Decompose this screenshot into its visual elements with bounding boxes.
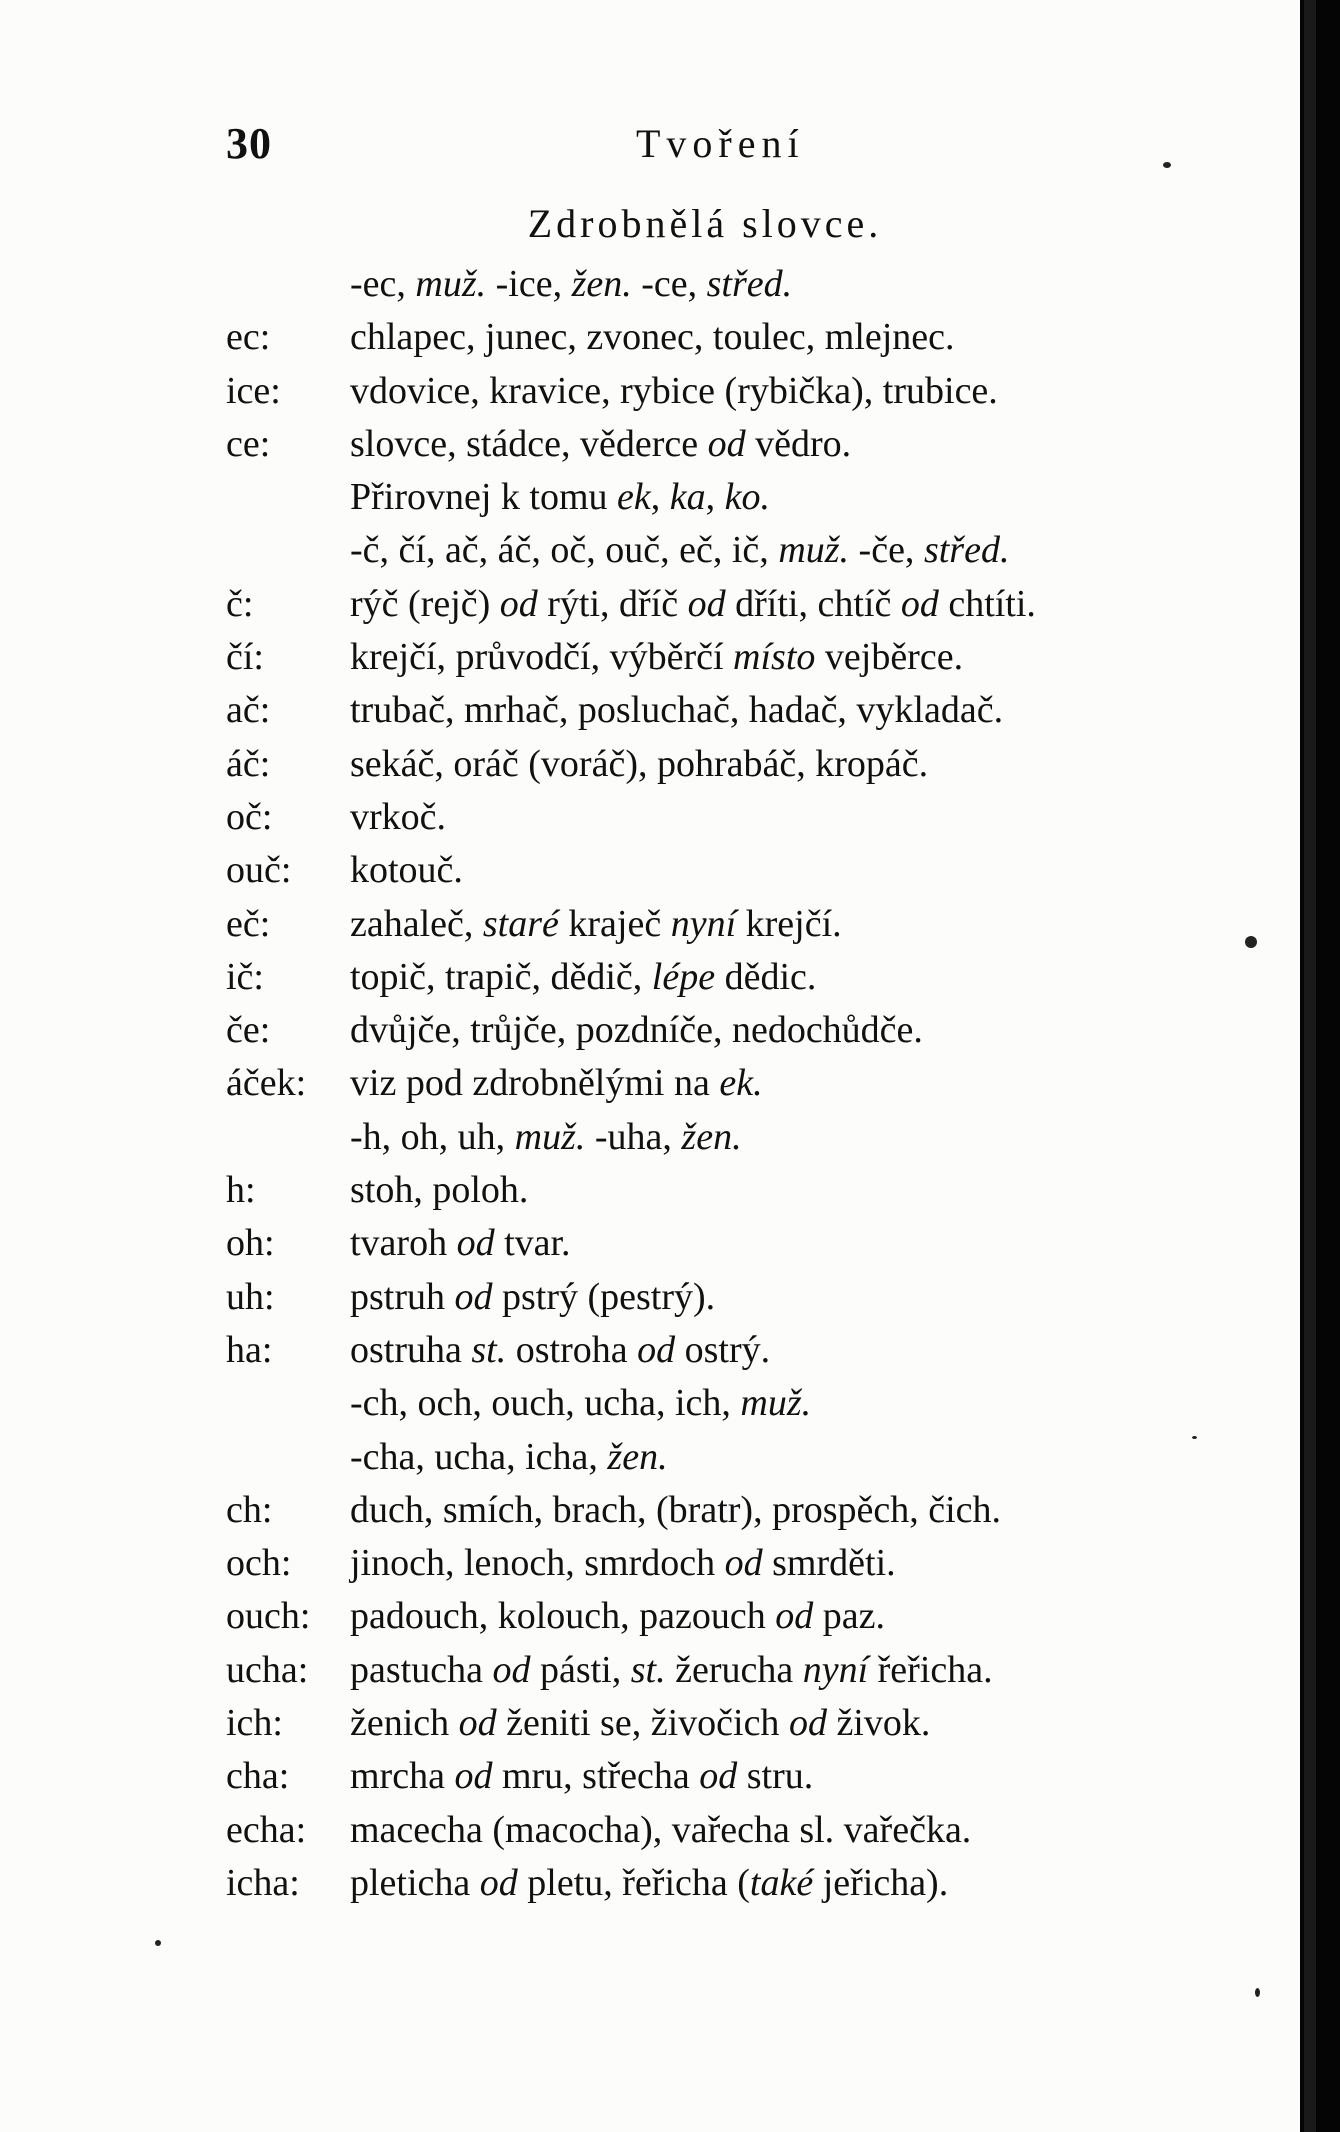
list-line bbox=[226, 684, 1226, 737]
suffix-label: ouč: bbox=[226, 849, 292, 892]
list-line bbox=[226, 1324, 1226, 1377]
line-text: padouch, kolouch, pazouch od paz. bbox=[350, 1595, 885, 1638]
line-text: ženich od ženiti se, živočich od živok. bbox=[350, 1702, 931, 1745]
line-text: macecha (macocha), vařecha sl. vařečka. bbox=[350, 1808, 972, 1851]
list-line bbox=[226, 1004, 1226, 1057]
suffix-label: ec: bbox=[226, 316, 271, 359]
list-line bbox=[226, 578, 1226, 631]
page-number: 30 bbox=[226, 119, 272, 168]
suffix-label: áč: bbox=[226, 742, 271, 785]
suffix-label: cha: bbox=[226, 1755, 290, 1798]
ink-speck bbox=[1192, 1436, 1197, 1439]
ink-speck bbox=[1163, 162, 1171, 168]
list-line bbox=[226, 1537, 1226, 1590]
list-line bbox=[226, 1644, 1226, 1697]
list-line bbox=[226, 951, 1226, 1004]
list-line bbox=[226, 898, 1226, 951]
list-line bbox=[226, 418, 1226, 471]
suffix-label: eč: bbox=[226, 902, 271, 945]
list-line bbox=[226, 365, 1226, 418]
list-line bbox=[226, 524, 1226, 577]
line-text: -h, oh, uh, muž. -uha, žen. bbox=[350, 1115, 742, 1158]
line-text: kotouč. bbox=[350, 849, 463, 892]
suffix-label: ch: bbox=[226, 1488, 273, 1531]
line-text: Přirovnej k tomu ek, ka, ko. bbox=[350, 476, 771, 519]
line-text: -ec, muž. -ice, žen. -ce, střed. bbox=[350, 263, 793, 305]
list-line bbox=[226, 1697, 1226, 1750]
line-text: duch, smích, brach, (bratr), prospěch, čich. bbox=[350, 1488, 1002, 1531]
suffix-label: ich: bbox=[226, 1702, 283, 1745]
line-text: vrkoč. bbox=[350, 795, 447, 838]
suffix-label: och: bbox=[226, 1542, 292, 1585]
list-line bbox=[226, 1377, 1226, 1430]
list-line bbox=[226, 631, 1226, 684]
suffix-label: č: bbox=[226, 582, 254, 625]
line-text: jinoch, lenoch, smrdoch od smrděti. bbox=[350, 1542, 896, 1585]
ink-speck bbox=[1245, 936, 1257, 948]
list-line bbox=[226, 738, 1226, 791]
list-line bbox=[226, 1804, 1226, 1857]
line-text: chlapec, junec, zvonec, toulec, mlejnec. bbox=[350, 316, 955, 359]
page-edge bbox=[1300, 0, 1340, 2132]
list-line bbox=[226, 791, 1226, 844]
line-text: pleticha od pletu, řeřicha (také jeřicha). bbox=[350, 1861, 949, 1904]
list-line bbox=[226, 1057, 1226, 1110]
suffix-label: echa: bbox=[226, 1808, 307, 1851]
suffix-label: oč: bbox=[226, 795, 273, 838]
list-line bbox=[226, 1271, 1226, 1324]
line-text: krejčí, průvodčí, výběrčí místo vejběrce. bbox=[350, 636, 964, 679]
suffix-list bbox=[226, 258, 1226, 1910]
line-text: -cha, ucha, icha, žen. bbox=[350, 1435, 668, 1478]
list-line bbox=[226, 1590, 1226, 1643]
list-line bbox=[226, 1750, 1226, 1803]
list-line bbox=[226, 1217, 1226, 1270]
list-line bbox=[226, 311, 1226, 364]
suffix-label: h: bbox=[226, 1169, 256, 1212]
suffix-label: ouch: bbox=[226, 1595, 311, 1638]
ink-speck bbox=[1255, 1988, 1260, 1997]
page-header bbox=[226, 118, 1126, 178]
suffix-label: icha: bbox=[226, 1861, 300, 1904]
suffix-label: ač: bbox=[226, 689, 271, 732]
line-text: ostruha st. ostroha od ostrý. bbox=[350, 1328, 771, 1371]
suffix-label: áček: bbox=[226, 1062, 307, 1105]
line-text: mrcha od mru, střecha od stru. bbox=[350, 1755, 814, 1798]
list-line bbox=[226, 471, 1226, 524]
line-text: pastucha od pásti, st. žerucha nyní řeřicha. bbox=[350, 1648, 993, 1691]
line-text: sekáč, oráč (voráč), pohrabáč, kropáč. bbox=[350, 742, 929, 785]
suffix-label: če: bbox=[226, 1009, 271, 1052]
suffix-label: ha: bbox=[226, 1328, 273, 1371]
list-line bbox=[226, 1484, 1226, 1537]
list-line bbox=[226, 1111, 1226, 1164]
list-line bbox=[226, 1857, 1226, 1910]
line-text: vdovice, kravice, rybice (rybička), trubice. bbox=[350, 369, 998, 412]
line-text: viz pod zdrobnělými na ek. bbox=[350, 1062, 763, 1105]
line-text: -ch, och, ouch, ucha, ich, muž. bbox=[350, 1382, 812, 1425]
line-text: dvůjče, trůjče, pozdníče, nedochůdče. bbox=[350, 1009, 923, 1052]
line-text: zahaleč, staré kraječ nyní krejčí. bbox=[350, 902, 842, 945]
suffix-label: ucha: bbox=[226, 1648, 309, 1691]
line-text: rýč (rejč) od rýti, dříč od dříti, chtíč od chtíti. bbox=[350, 582, 1036, 625]
suffix-label: oh: bbox=[226, 1222, 275, 1265]
list-line bbox=[226, 1431, 1226, 1484]
list-line bbox=[226, 258, 1226, 311]
ink-speck bbox=[155, 1940, 161, 1946]
line-text: -č, čí, ač, áč, oč, ouč, eč, ič, muž. -če, střed. bbox=[350, 529, 1010, 572]
suffix-label: ice: bbox=[226, 369, 281, 412]
line-text: tvaroh od tvar. bbox=[350, 1222, 571, 1265]
line-text: pstruh od pstrý (pestrý). bbox=[350, 1275, 716, 1318]
list-line bbox=[226, 1164, 1226, 1217]
line-text: trubač, mrhač, posluchač, hadač, vykladač. bbox=[350, 689, 1004, 732]
list-line bbox=[226, 844, 1226, 897]
section-title: Zdrobnělá slovce. bbox=[527, 201, 883, 246]
suffix-label: čí: bbox=[226, 636, 264, 679]
line-text: stoh, poloh. bbox=[350, 1169, 529, 1212]
running-head: Tvoření bbox=[636, 121, 805, 166]
suffix-label: ič: bbox=[226, 955, 264, 998]
suffix-label: uh: bbox=[226, 1275, 275, 1318]
line-text: slovce, stádce, věderce od vědro. bbox=[350, 422, 852, 465]
suffix-label: ce: bbox=[226, 422, 271, 465]
line-text: topič, trapič, dědič, lépe dědic. bbox=[350, 955, 817, 998]
